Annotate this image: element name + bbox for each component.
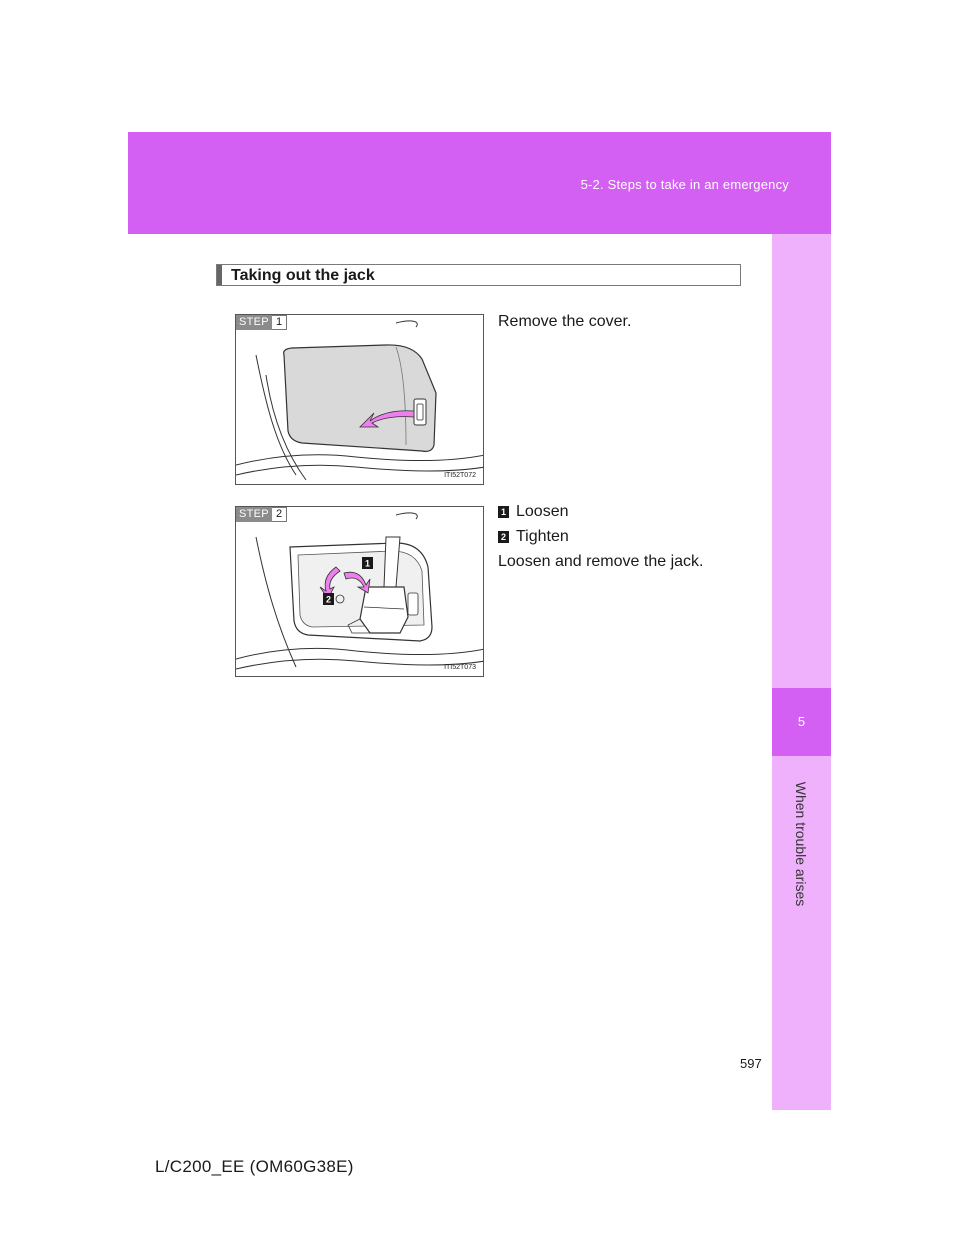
step2-badge bbox=[236, 507, 287, 522]
page-number: 597 bbox=[740, 1056, 762, 1071]
footer-document-code: L/C200_EE (OM60G38E) bbox=[155, 1157, 354, 1176]
section-breadcrumb: 5-2. Steps to take in an emergency bbox=[580, 177, 789, 192]
callout-tighten bbox=[498, 527, 569, 547]
chapter-number: 5 bbox=[772, 688, 831, 756]
callout-label-loosen: Loosen bbox=[516, 503, 569, 520]
cover-removal-drawing bbox=[236, 315, 484, 485]
svg-text:2: 2 bbox=[325, 594, 332, 605]
callout-number-2: 2 bbox=[498, 531, 509, 543]
callout-label-tighten: Tighten bbox=[516, 528, 569, 545]
step1-number: 1 bbox=[272, 315, 287, 330]
step1-instruction: Remove the cover. bbox=[498, 313, 632, 330]
callout-loosen bbox=[498, 502, 569, 522]
jack-removal-drawing bbox=[236, 507, 484, 677]
step1-badge bbox=[236, 315, 287, 330]
step1-illustration bbox=[235, 314, 484, 485]
heading-accent-bar bbox=[217, 265, 222, 285]
step2-number: 2 bbox=[272, 507, 287, 522]
step2-instruction: Loosen and remove the jack. bbox=[498, 553, 704, 570]
section-title: Taking out the jack bbox=[231, 267, 375, 284]
callout-number-1: 1 bbox=[498, 506, 509, 518]
chapter-side-tab[interactable] bbox=[772, 234, 831, 1110]
step2-figure-code: ITI52T073 bbox=[444, 664, 476, 671]
chapter-label: When trouble arises bbox=[793, 781, 809, 907]
step2-illustration bbox=[235, 506, 484, 677]
step2-word: STEP bbox=[236, 507, 272, 522]
chapter-header-band bbox=[128, 132, 831, 234]
step1-word: STEP bbox=[236, 315, 272, 330]
section-heading bbox=[216, 264, 741, 286]
svg-text:1: 1 bbox=[364, 558, 371, 569]
step1-figure-code: ITI52T072 bbox=[444, 472, 476, 479]
